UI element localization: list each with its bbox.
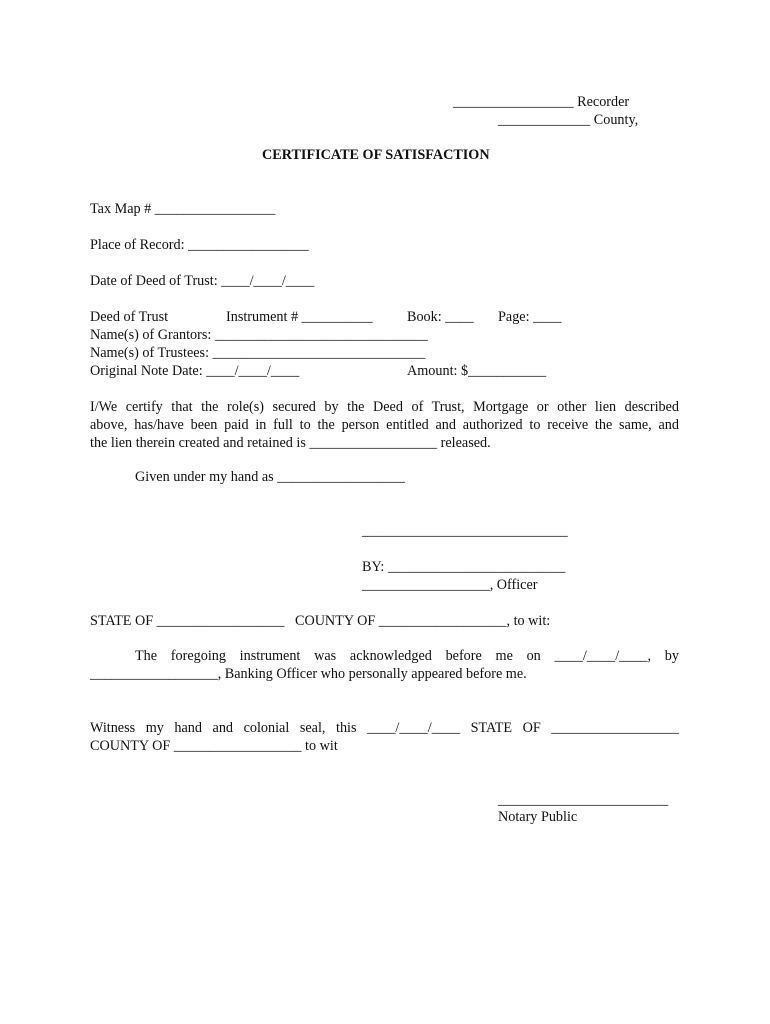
acknowledgment-line-2: __________________, Banking Officer who personally appeared before me. — [90, 666, 527, 682]
certification-line-1: I/We certify that the role(s) secured by the Deed of Trust, Mortgage or other lien described — [90, 399, 679, 415]
acknowledgment-line-1: The foregoing instrument was acknowledged before me on ____/____/____, by — [135, 648, 679, 664]
officer-line: __________________, Officer — [362, 577, 538, 593]
county-line: _____________ County, — [498, 112, 639, 128]
amount-field: Amount: $___________ — [407, 363, 547, 379]
book-field: Book: ____ — [407, 309, 474, 325]
recorder-line: _________________ Recorder — [453, 94, 630, 110]
notary-signature-line: ________________________ — [498, 792, 669, 808]
by-line: BY: _________________________ — [362, 559, 566, 575]
place-of-record-field: Place of Record: _________________ — [90, 237, 309, 253]
witness-line-2: COUNTY OF __________________ to wit — [90, 738, 338, 754]
witness-line-1: Witness my hand and colonial seal, this ____/____/____ STATE OF __________________ — [90, 720, 679, 736]
notary-public-label: Notary Public — [498, 809, 578, 825]
certification-line-3: the lien therein created and retained is __________________ released. — [90, 435, 491, 451]
signature-line: _____________________________ — [362, 523, 568, 539]
document-title: CERTIFICATE OF SATISFACTION — [262, 147, 490, 163]
original-note-date-field: Original Note Date: ____/____/____ — [90, 363, 300, 379]
trustees-field: Name(s) of Trustees: ______________________________ — [90, 345, 426, 361]
deed-of-trust-label: Deed of Trust — [90, 309, 169, 325]
instrument-field: Instrument # __________ — [226, 309, 373, 325]
grantors-field: Name(s) of Grantors: ______________________________ — [90, 327, 428, 343]
date-of-deed-field: Date of Deed of Trust: ____/____/____ — [90, 273, 315, 289]
state-county-line: STATE OF __________________ COUNTY OF __________________, to wit: — [90, 613, 551, 629]
given-under-hand: Given under my hand as __________________ — [135, 469, 405, 485]
page-field: Page: ____ — [498, 309, 562, 325]
certification-line-2: above, has/have been paid in full to the person entitled and authorized to receive the same, and — [90, 417, 679, 433]
tax-map-field: Tax Map # _________________ — [90, 201, 276, 217]
